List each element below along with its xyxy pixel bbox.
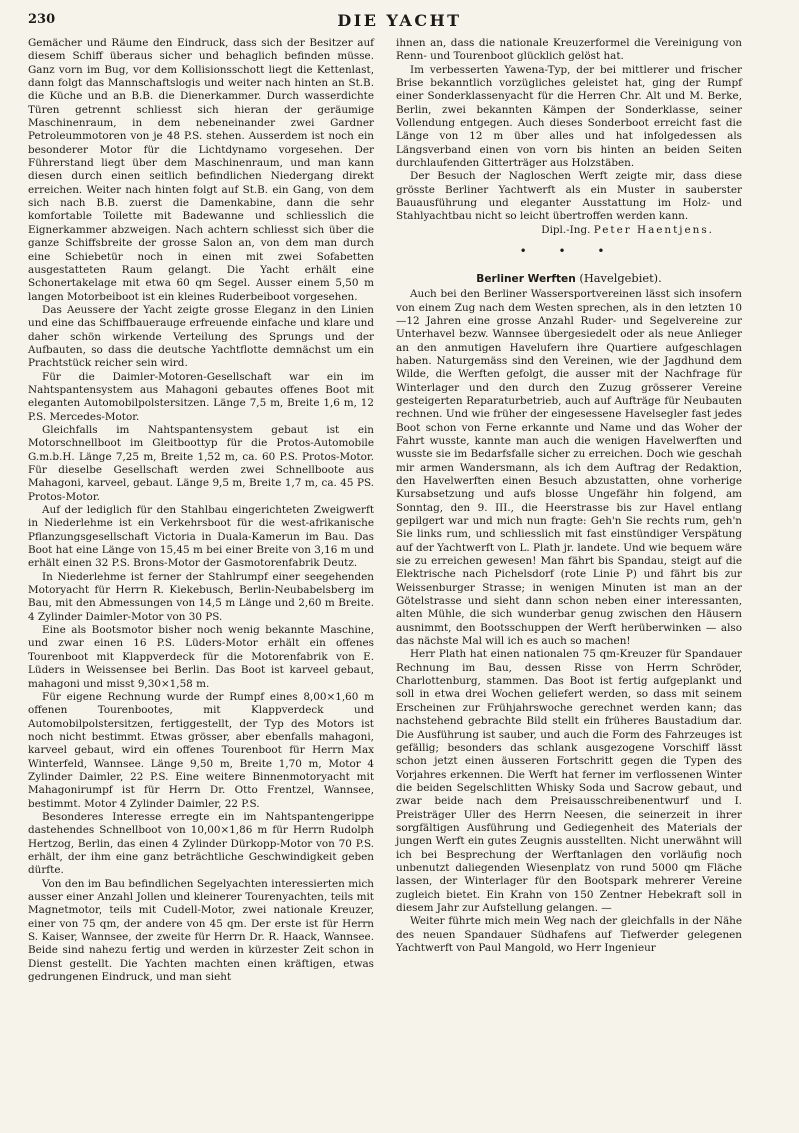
section-title: Berliner Werften <box>476 273 576 286</box>
section-heading <box>396 271 742 286</box>
paragraph: Besonderes Interesse erregte ein im Nahtspantengerippe dastehendes Schnellboot von 10,00×1,86 m für Herrn Rudolph Hertzog, Berlin, das einen 4 Zylinder Dürkopp-Motor von 70 P.S. erhält, der ihm eine ganz beträchtliche Geschwindigkeit geben dürfte. <box>28 810 374 877</box>
author-title: Dipl.-Ing. <box>541 223 591 236</box>
paragraph: Gemächer und Räume den Eindruck, dass sich der Besitzer auf diesem Schiff überaus sicher und behaglich befinden müsse. Ganz vorn im Bug, vor dem Kollisionsschott liegt die Kettenlast, dann folgt das Mannschaftslogis und weiter nach hinten an St.B. die Küche und an B.B. die Dienerkammer. Durch wasserdichte Türen getrennt schliesst sich hieran der geräumige Maschinenraum, in dem nebeneinander zwei Gardner Petroleummotoren von je 48 P.S. stehen. Ausserdem ist noch ein besonderer Motor für die Lichtdynamo vorgesehen. Der Führerstand liegt über dem Maschinenraum, und man kann diesen durch einen seitlich befindlichen Niedergang direkt erreichen. Weiter nach hinten folgt auf St.B. ein Gang, von dem sich nach B.B. zuerst die Damenkabine, dann die sehr komfortable Toilette mit Badewanne und schliesslich die Eignerkammer abzweigen. Nach achtern schliesst sich über die ganze Schiffsbreite der grosse Salon an, von dem man durch eine Schiebetür noch in einen mit zwei Sofabetten ausgestatteten Raum gelangt. Die Yacht erhält eine Schonertakelage mit etwa 60 qm Segel. Ausser einem 5,50 m langen Motorbeiboot ist ein kleines Ruderbeiboot vorgesehen. <box>28 37 374 303</box>
journal-title: DIE YACHT <box>337 11 462 30</box>
paragraph: Von den im Bau befindlichen Segelyachten interessierten mich ausser einer Anzahl Jollen und kleinerer Tourenyachten, teils mit Magnetmotor, teils mit Cudell-Motor, zwei nationale Kreuzer, einer von 75 qm, der andere von 45 qm. Der erste ist für Herrn S. Kaiser, Wannsee, der zweite für Herrn Dr. R. Haack, Wannsee. Beide sind nahezu fertig und werden in kürzester Zeit schon in Dienst gestellt. Die Yachten machten einen kräftigen, etwas gedrungenen Eindruck, und man sieht <box>28 877 374 984</box>
paragraph: Eine als Bootsmotor bisher noch wenig bekannte Maschine, und zwar einen 16 P.S. Lüders-Motor erhält ein offenes Tourenboot mit Klappverdeck für die Motorenfabrik von E. Lüders in Weissensee bei Berlin. Das Boot ist karveel gebaut, mahagoni und misst 9,30×1,58 m. <box>28 624 374 690</box>
paragraph: Im verbesserten Yawena-Typ, der bei mittlerer und frischer Brise bekanntlich vorzügliches geleistet hat, ging der Rumpf einer Sonderklassenyacht für die Herren Chr. Alt und M. Berke, Berlin, zwei bekannten Kämpen der Sonderklasse, seiner Vollendung entgegen. Auch dieses Sonderboot erreicht fast die Länge von 12 m über alles und hat infolgedessen als Längsverband einen von vorn bis hinten an beiden Seiten durchlaufenden Gitterträger aus Holzstäben. <box>396 63 742 170</box>
paragraph: Für eigene Rechnung wurde der Rumpf eines 8,00×1,60 m offenen Tourenbootes, mit Klappverdeck und Automobilpolstersitzen, fertiggestellt, der Typ des Motors ist noch nicht bestimmt. Etwas grösser, aber ebenfalls mahagoni, karveel gebaut, wird ein offenes Tourenboot für Herrn Max Winterfeld, Wannsee. Länge 9,50 m, Breite 1,70 m, Motor 4 Zylinder Daimler, 22 P.S. Eine weitere Binnenmotoryacht mit Mahagonirumpf ist für Herrn Dr. Otto Frentzel, Wannsee, bestimmt. Motor 4 Zylinder Daimler, 22 P.S. <box>28 690 374 810</box>
paragraph: Auch bei den Berliner Wassersportvereinen lässt sich insofern von einem Zug nach dem Westen sprechen, als in den letzten 10—12 Jahren eine grosse Anzahl Ruder- und Segelvereine zur Unterhavel bezw. Wannsee übergesiedelt oder als neue Anlieger an den anmutigen Havelufern ihre Quartiere aufgeschlagen haben. Naturgemäss sind den Vereinen, wie der Jagdhund dem Wilde, die Werften gefolgt, die ausser mit der Nachfrage für Winterlager und den durch den Zuzug grösserer Vereine gesteigerten Reparaturbetrieb, auch auf Aufträge für Neubauten rechnen. Und wie früher der eingesessene Havelsegler fast jedes Boot schon von Ferne erkannte und Name und das Woher der Fahrt wusste, kannte man auch die wenigen Havelwerften und wusste sie im Bedarfsfalle sicher zu erreichen. Doch wie geschah mir armen Wandersmann, als ich dem Auftrag der Redaktion, den Havelwerften einen Besuch abzustatten, ohne vorherige Kursabsetzung und aufs blosse Ungefähr hin folgend, am Sonntag, den 9. III., die Heerstrasse bis zur Havel entlang gepilgert war und mich nun fragte: Geh'n Sie rechts rum, geh'n Sie links rum, und schliesslich mit fast einstündiger Verspätung auf der Yachtwerft von L. Plath jr. landete. Und wie bequem wäre sie zu erreichen gewesen! Man fährt bis Spandau, steigt auf die Elektrische nach Pichelsdorf (rote Linie P) und fährt bis zur Weissenburger Strasse; in wenigen Minuten ist man an der Götelstrasse und sieht dann schon neben einer interessanten, alten Mühle, die sich wunderbar genug zwischen den Häusern ausnimmt, den Bootsschuppen der Werft herüberwinken — also das nächste Mal will ich es auch so machen! <box>396 288 742 648</box>
left-column <box>28 37 374 984</box>
paragraph: Für die Daimler-Motoren-Gesellschaft war ein im Nahtspantensystem aus Mahagoni gebautes offenes Boot mit eleganten Automobilpolstersitzen. Länge 7,5 m, Breite 1,6 m, 12 P.S. Mercedes-Motor. <box>28 370 374 423</box>
section-subtitle: (Havelgebiet). <box>579 271 662 286</box>
paragraph: In Niederlehme ist ferner der Stahlrumpf einer seegehenden Motoryacht für Herrn R. Kiekebusch, Berlin-Neubabelsberg im Bau, mit den Abmessungen von 14,5 m Länge und 2,60 m Breite. 4 Zylinder Daimler-Motor von 30 PS. <box>28 570 374 623</box>
paragraph: Herr Plath hat einen nationalen 75 qm-Kreuzer für Spandauer Rechnung im Bau, dessen Risse von Herrn Schröder, Charlottenburg, stammen. Das Boot ist fertig aufgeplankt und soll in etwa drei Wochen geliefert werden, so dass mit seinem Erscheinen zur Frühjahrswoche gerechnet werden kann; das nachstehend gebrachte Bild stellt ein früheres Baustadium dar. Die Ausführung ist sauber, und auch die Form des Fahrzeuges ist gefällig; besonders das schlank ausgezogene Vorschiff lässt schon jetzt einen äusseren Fortschritt gegen die Typen des Vorjahres erkennen. Die Werft hat ferner im verflossenen Winter die beiden Segelschlitten Whisky Soda und Sacrow gebaut, und zwar beide nach dem Preisausschreibenentwurf und I. Preisträger Uller des Herrn Neesen, die seinerzeit in ihrer sorgfältigen Ausführung und Gediegenheit des Materials der jungen Werft ein gutes Zeugnis ausstellten. Nicht unerwähnt will ich bei Besprechung der Werftanlagen den vorläufig noch unbenutzt daliegenden Wiesenplatz von rund 5000 qm Fläche lassen, der Winterlager für den Bootspark mehrerer Vereine zugleich bietet. Ein Krahn von 150 Zentner Hebekraft soll in diesem Jahr zur Aufstellung gelangen. — <box>396 648 742 914</box>
author-name: Peter Haentjens. <box>593 223 714 236</box>
page-header <box>28 12 771 34</box>
paragraph: Der Besuch der Nagloschen Werft zeigte mir, dass diese grösste Berliner Yachtwerft als ein Muster in sauberster Bauausführung und eleganter Ausstattung im Holz- und Stahlyachtbau nicht so leicht übertroffen werden kann. <box>396 170 742 223</box>
paragraph: Weiter führte mich mein Weg nach der gleichfalls in der Nähe des neuen Spandauer Südhafens auf Tiefwerder gelegenen Yachtwerft von Paul Mangold, wo Herr Ingenieur <box>396 915 742 954</box>
author-signature <box>396 224 742 237</box>
page-number: 230 <box>28 12 56 27</box>
paragraph: Auf der lediglich für den Stahlbau eingerichteten Zweigwerft in Niederlehme ist ein Verkehrsboot für die west-afrikanische Pflanzungsgesellschaft Victoria in Duala-Kamerun im Bau. Das Boot hat eine Länge von 15,45 m bei einer Breite von 3,16 m und erhält einen 32 P.S. Brons-Motor der Gasmotorenfabrik Deutz. <box>28 504 374 570</box>
paragraph: Gleichfalls im Nahtspantensystem gebaut ist ein Motorschnellboot im Gleitboottyp für die Protos-Automobile G.m.b.H. Länge 7,25 m, Breite 1,52 m, ca. 60 P.S. Protos-Motor. Für dieselbe Gesellschaft werden zwei Schnellboote aus Mahagoni, karveel, gebaut. Länge 9,5 m, Breite 1,7 m, ca. 45 PS. Protos-Motor. <box>28 423 374 503</box>
section-separator: • • • <box>519 244 619 259</box>
paragraph: ihnen an, dass die nationale Kreuzerformel die Vereinigung von Renn- und Tourenboot glücklich gelöst hat. <box>396 37 742 63</box>
paragraph: Das Aeussere der Yacht zeigte grosse Eleganz in den Linien und eine das Schiffbauerauge erfreuende einfache und klare und daher schön wirkende Verteilung des Sprungs und der Aufbauten, so dass die deutsche Yachtflotte demnächst um ein Prachtstück reicher sein wird. <box>28 303 374 370</box>
right-column <box>396 37 742 955</box>
